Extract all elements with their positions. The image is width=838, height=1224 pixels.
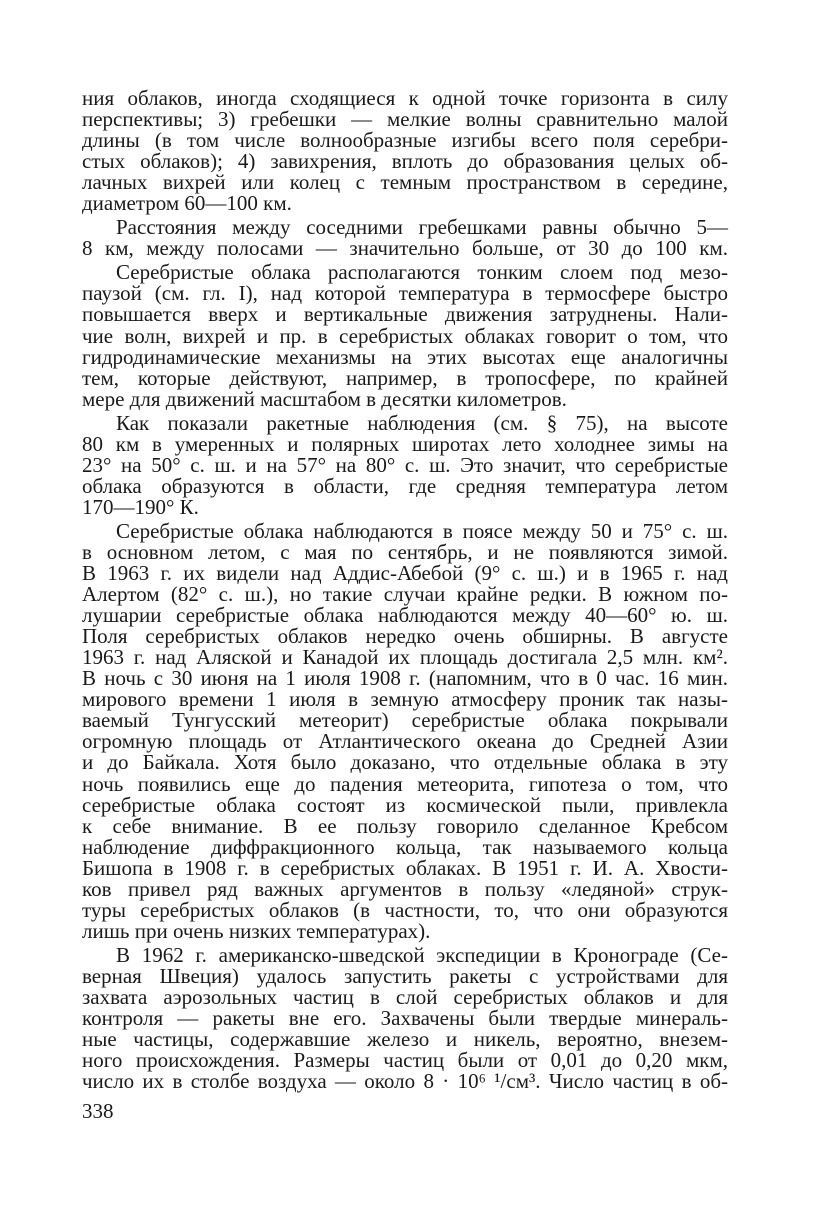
- paragraph-1: [82, 88, 728, 214]
- text-line: туры серебристых облаков (в частности, то, что они образуются: [82, 897, 728, 922]
- text-line: чие волн, вихрей и пр. в серебристых облаках говорит о том, что: [82, 323, 728, 348]
- text-line: огромную площадь от Атлантического океана до Средней Азии: [82, 729, 728, 754]
- text-line: Алертом (82° с. ш.), но такие случаи крайне редки. В южном по-: [82, 582, 728, 607]
- text-line: наблюдение диффракционного кольца, так называемого кольца: [82, 834, 728, 859]
- paragraph-5: [82, 518, 728, 943]
- text-line: диаметром 60—100 км.: [82, 191, 292, 216]
- text-line: длины (в том числе волнообразные изгибы всего поля серебри-: [82, 128, 728, 153]
- text-line: паузой (см. гл. I), над которой температура в термосфере быстро: [82, 281, 728, 306]
- text-line: тем, которые действуют, например, в тропосфере, по крайней: [82, 365, 728, 390]
- paragraph-3: [82, 262, 728, 409]
- text-line: ваемый Тунгусский метеорит) серебристые облака покрывали: [82, 708, 728, 733]
- text-line: лушарии серебристые облака наблюдаются между 40—60° ю. ш.: [82, 603, 728, 628]
- text-line: Поля серебристых облаков нередко очень обширны. В августе: [82, 624, 728, 649]
- text-line: верная Швеция) удалось запустить ракеты с устройствами для: [82, 963, 728, 988]
- text-line: В ночь с 30 июня на 1 июля 1908 г. (напомним, что в 0 час. 16 мин.: [82, 666, 728, 691]
- page-text: [82, 88, 728, 1092]
- text-line: ные частицы, содержавшие железо и никель, вероятно, внезем-: [82, 1027, 728, 1052]
- text-line: захвата аэрозольных частиц в слой серебристых облаков и для: [82, 984, 728, 1009]
- text-line: стых облаков); 4) завихрения, вплоть до образования целых об-: [82, 149, 728, 174]
- text-line: Как показали ракетные наблюдения (см. § 75), на высоте: [116, 410, 728, 435]
- text-line: 8 км, между полосами — значительно больше, от 30 до 100 км.: [82, 236, 728, 261]
- text-line: ков привел ряд важных аргументов в пользу «ледяной» струк-: [82, 876, 728, 901]
- text-line: Бишопа в 1908 г. в серебристых облаках. В 1951 г. И. А. Хвости-: [82, 855, 728, 880]
- paragraph-4: [82, 410, 728, 519]
- paragraph-2: [82, 217, 728, 259]
- text-line: в основном летом, с мая по сентябрь, и не появляются зимой.: [82, 539, 728, 564]
- text-line: облака образуются в области, где средняя температура летом: [82, 473, 728, 498]
- text-line: серебристые облака состоят из космической пыли, привлекла: [82, 792, 728, 817]
- text-line: мирового времени 1 июля в земную атмосферу проник так назы-: [82, 687, 728, 712]
- text-line: ния облаков, иногда сходящиеся к одной точке горизонта в силу: [82, 86, 728, 110]
- text-line: мере для движений масштабом в десятки километров.: [82, 386, 567, 411]
- text-line: контроля — ракеты вне его. Захвачены были твердые минераль-: [82, 1006, 728, 1031]
- page-number: 338: [82, 1099, 114, 1123]
- text-line: лачных вихрей или колец с темным пространством в середине,: [82, 170, 728, 195]
- text-line: число их в столбе воздуха — около 8 · 10⁶ ¹/см³. Число частиц в об-: [82, 1069, 728, 1094]
- text-line: Расстояния между соседними гребешками равны обычно 5—: [116, 215, 728, 240]
- text-line: В 1962 г. американско-шведской экспедиции в Кронограде (Се-: [116, 942, 728, 967]
- text-line: повышается вверх и вертикальные движения затруднены. Нали-: [82, 302, 728, 327]
- text-line: Серебристые облака располагаются тонким слоем под мезо-: [116, 260, 728, 285]
- text-line: и до Байкала. Хотя было доказано, что отдельные облака в эту: [82, 750, 728, 775]
- text-line: В 1963 г. их видели над Аддис-Абебой (9° с. ш.) и в 1965 г. над: [82, 561, 728, 586]
- text-line: 170—190° К.: [82, 494, 199, 519]
- text-line: ного происхождения. Размеры частиц были от 0,01 до 0,20 мкм,: [82, 1048, 728, 1073]
- text-line: гидродинамические механизмы на этих высотах еще аналогичны: [82, 344, 728, 369]
- text-line: 80 км в умеренных и полярных широтах лето холоднее зимы на: [82, 431, 728, 456]
- text-line: перспективы; 3) гребешки — мелкие волны сравнительно малой: [82, 107, 728, 132]
- text-line: 23° на 50° с. ш. и на 57° на 80° с. ш. Это значит, что серебристые: [82, 452, 728, 477]
- text-line: 1963 г. над Аляской и Канадой их площадь достигала 2,5 млн. км².: [82, 645, 728, 670]
- text-line: Серебристые облака наблюдаются в поясе между 50 и 75° с. ш.: [116, 518, 728, 543]
- text-line: к себе внимание. В ее пользу говорило сделанное Кребсом: [82, 813, 728, 838]
- text-line: лишь при очень низких температурах).: [82, 918, 431, 943]
- text-line: ночь появились еще до падения метеорита, гипотеза о том, что: [82, 771, 728, 796]
- paragraph-6: [82, 942, 728, 1094]
